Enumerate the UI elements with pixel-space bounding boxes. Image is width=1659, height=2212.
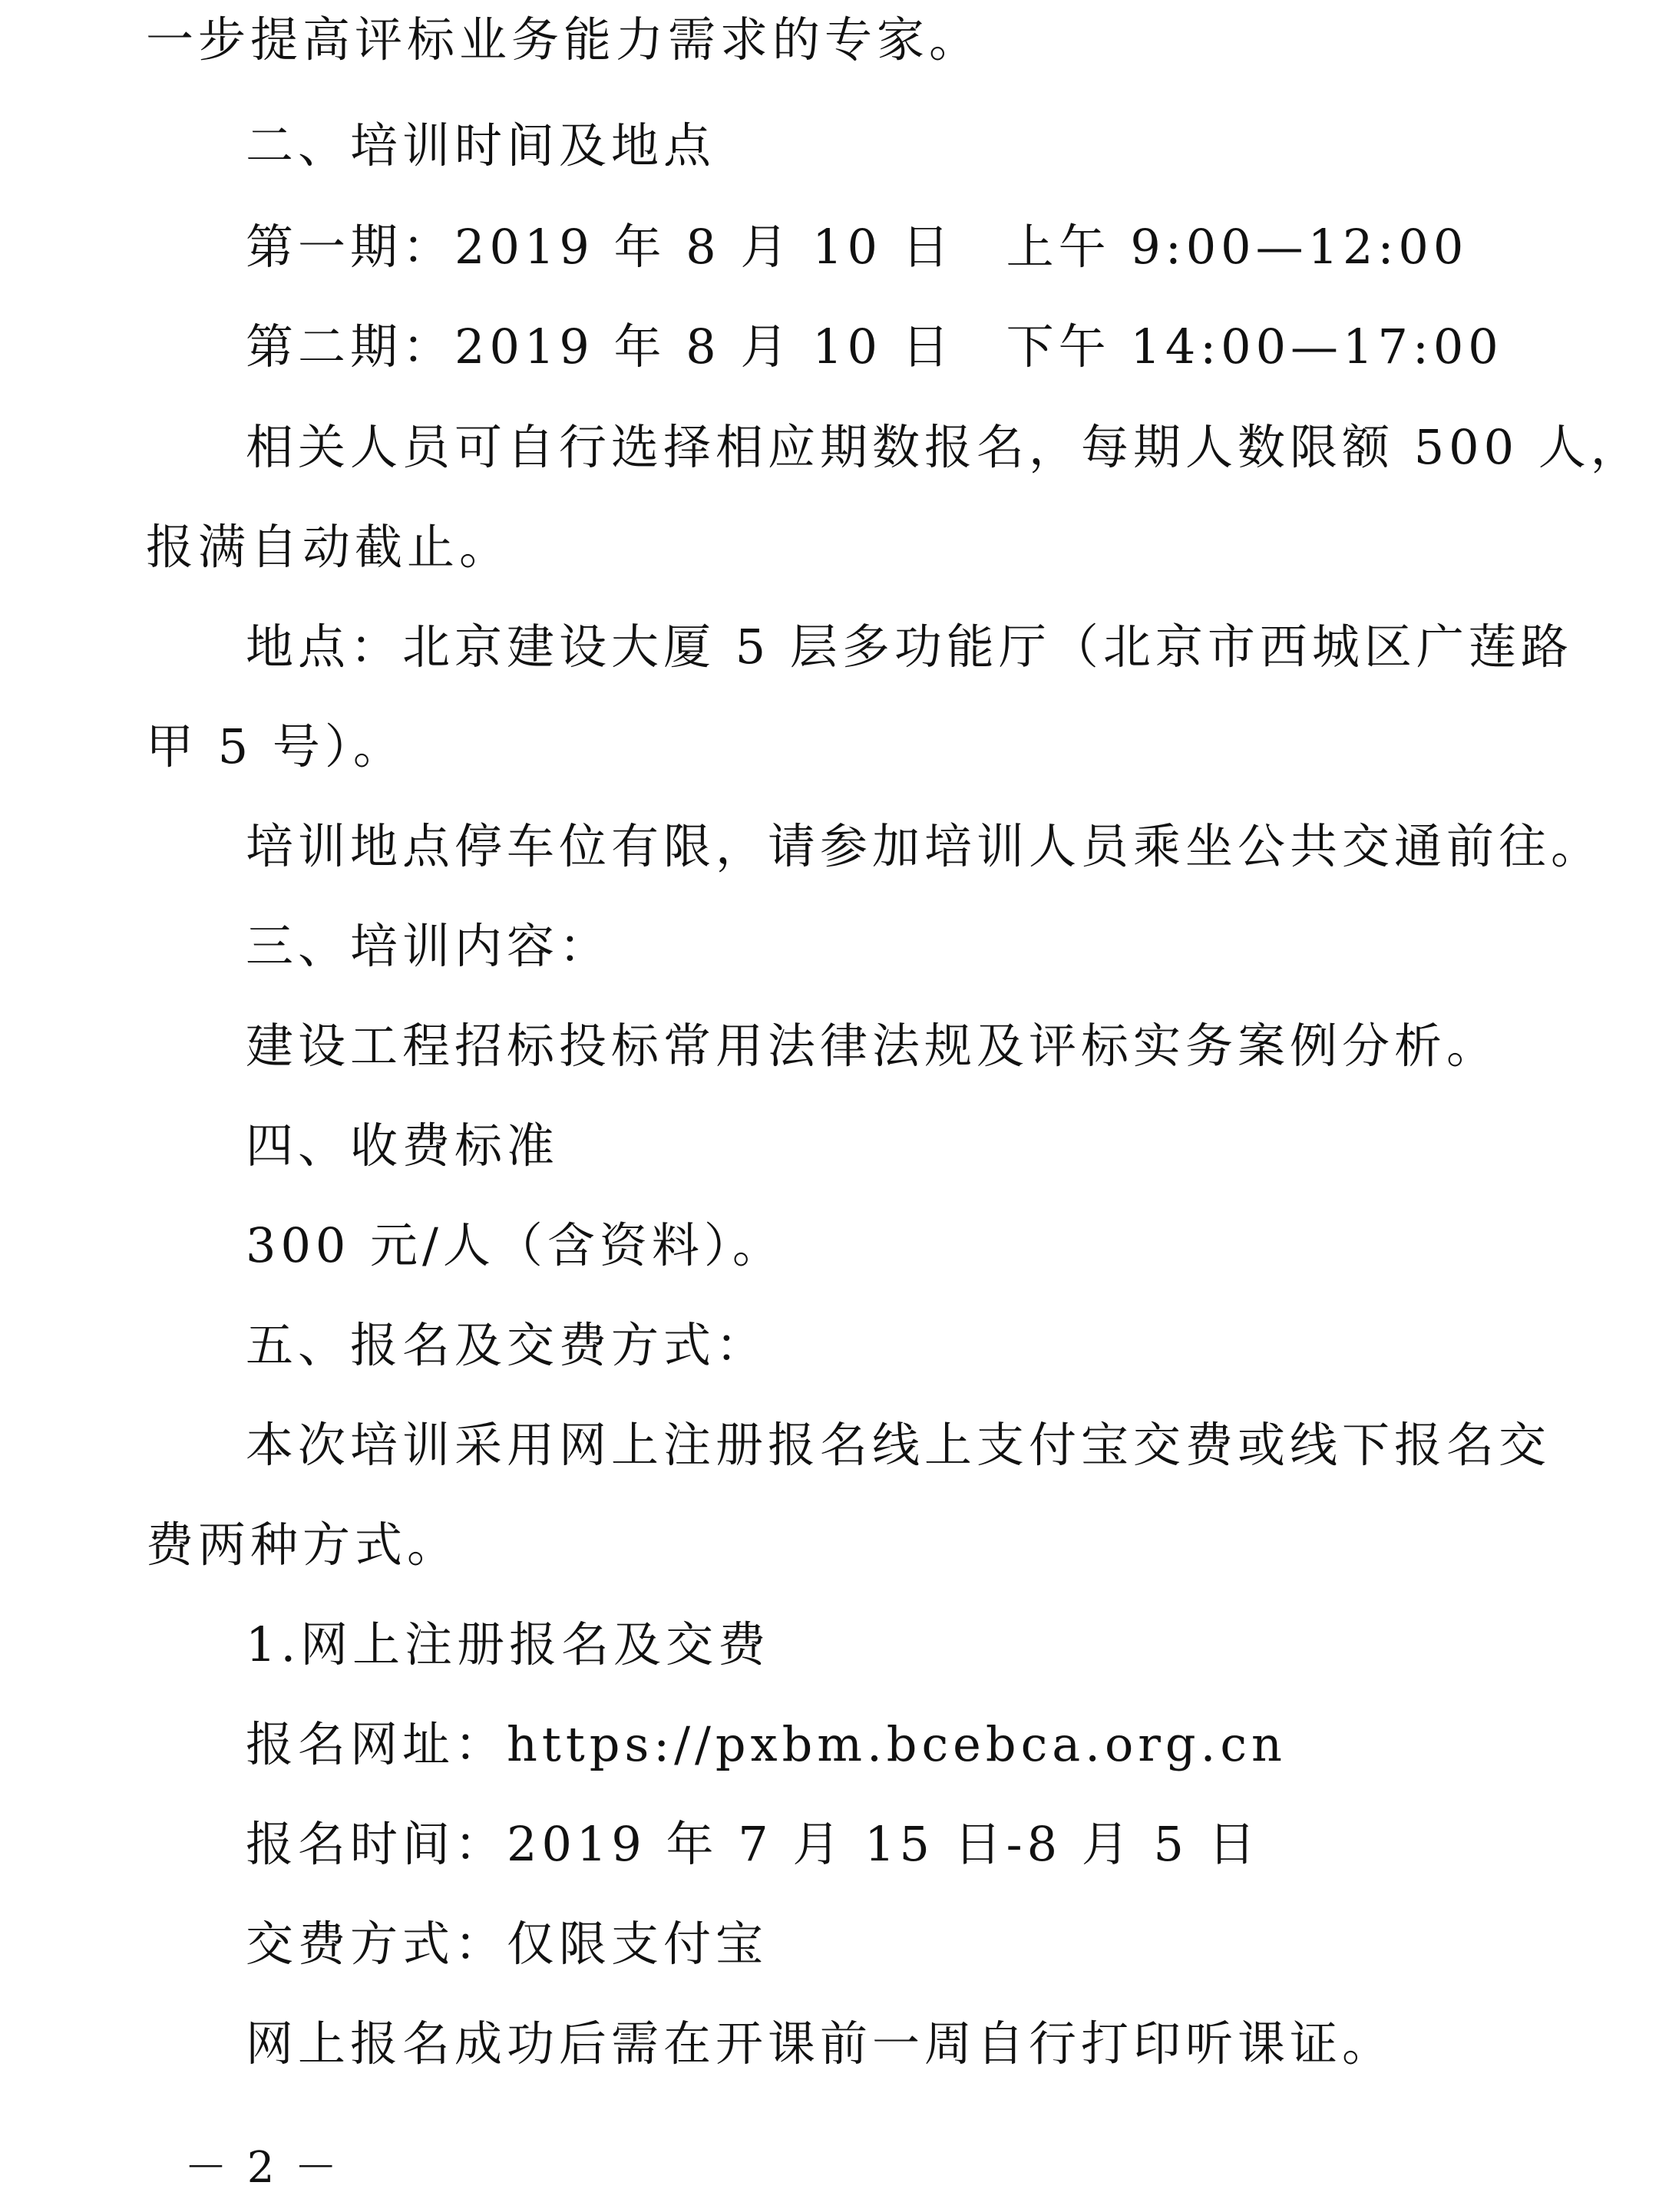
payment-method: 交费方式：仅限支付宝 bbox=[246, 1916, 768, 1972]
location-line-1: 地点：北京建设大厦 5 层多功能厅（北京市西城区广莲路 bbox=[246, 619, 1573, 675]
registration-methods-line-1: 本次培训采用网上注册报名线上支付宝交费或线下报名交 bbox=[246, 1417, 1552, 1473]
enrollment-limit-line-1: 相关人员可自行选择相应期数报名，每期人数限额 500 人， bbox=[246, 419, 1643, 475]
section-heading-content: 三、培训内容： bbox=[246, 918, 612, 974]
enrollment-limit-line-2: 报满自动截止。 bbox=[146, 519, 512, 575]
section-heading-time-location: 二、培训时间及地点 bbox=[246, 117, 716, 173]
section-heading-registration: 五、报名及交费方式： bbox=[246, 1317, 768, 1373]
section-heading-fees: 四、收费标准 bbox=[246, 1118, 560, 1174]
training-content: 建设工程招标投标常用法律法规及评标实务案例分析。 bbox=[246, 1018, 1499, 1074]
print-pass-note: 网上报名成功后需在开课前一周自行打印听课证。 bbox=[246, 2016, 1395, 2072]
session-two: 第二期：2019 年 8 月 10 日 下午 14:00—17:00 bbox=[246, 319, 1503, 375]
online-registration-heading: 1.网上注册报名及交费 bbox=[246, 1616, 771, 1672]
continuation-line: 一步提高评标业务能力需求的专家。 bbox=[146, 12, 982, 68]
session-one: 第一期：2019 年 8 月 10 日 上午 9:00—12:00 bbox=[246, 219, 1469, 275]
parking-note: 培训地点停车位有限，请参加培训人员乘坐公共交通前往。 bbox=[246, 818, 1604, 874]
fee-amount: 300 元/人（含资料）。 bbox=[246, 1217, 785, 1273]
registration-period: 报名时间：2019 年 7 月 15 日-8 月 5 日 bbox=[246, 1816, 1261, 1872]
location-line-2: 甲 5 号）。 bbox=[146, 718, 405, 774]
page-number: － 2 － bbox=[184, 2143, 341, 2193]
registration-url: 报名网址：https://pxbm.bcebca.org.cn bbox=[246, 1716, 1287, 1772]
registration-methods-line-2: 费两种方式。 bbox=[146, 1517, 460, 1573]
